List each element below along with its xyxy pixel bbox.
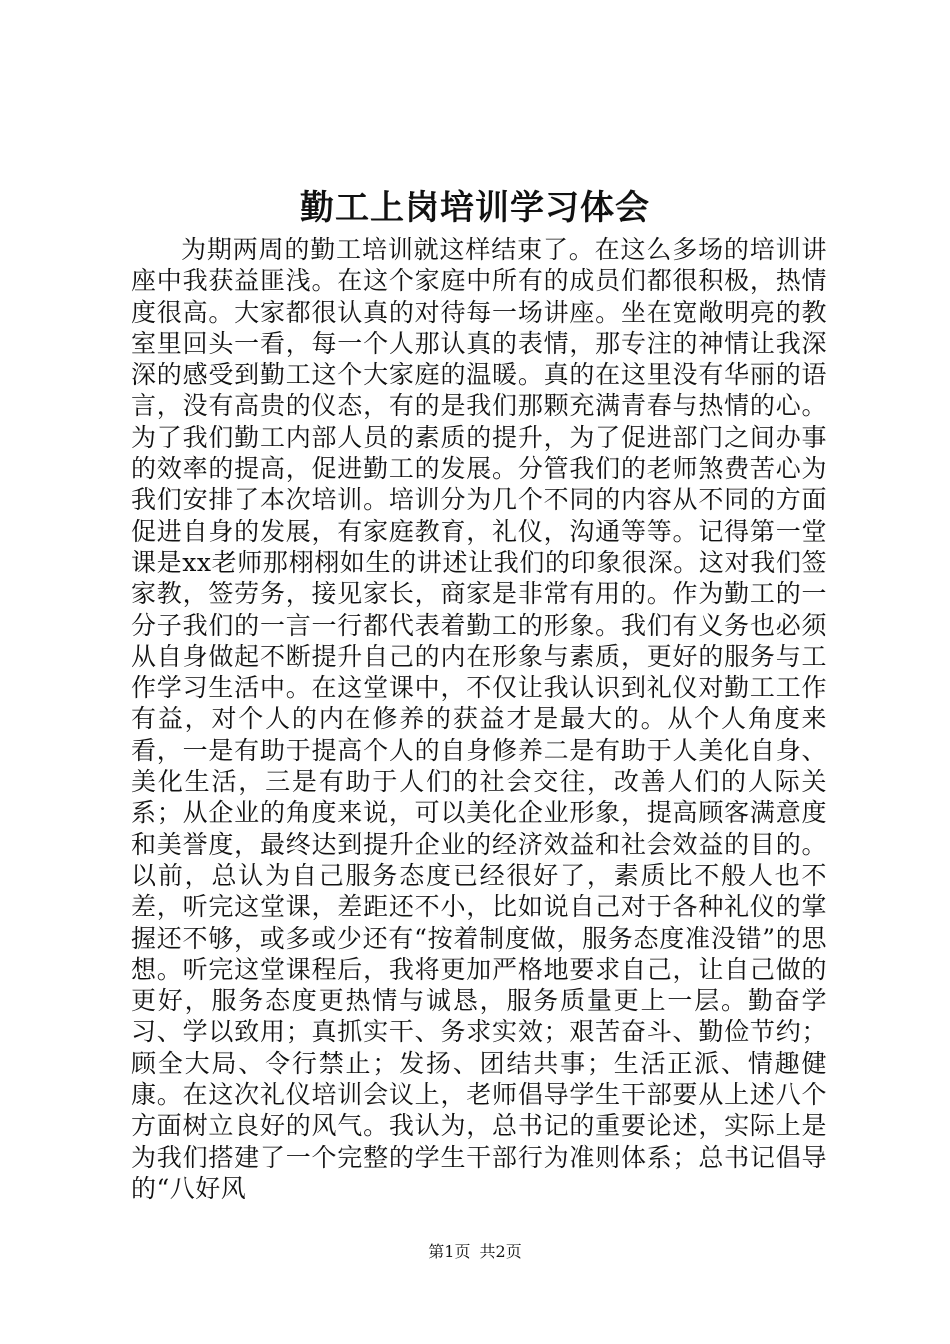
- current-page-label: 第1页: [428, 1242, 471, 1261]
- total-pages-label: 共2页: [479, 1242, 522, 1261]
- body-paragraph: 为期两周的勤工培训就这样结束了。在这么多场的培训讲座中我获益匪浅。在这个家庭中所有的成员们都很积极，热情度很高。大家都很认真的对待每一场讲座。坐在宽敞明亮的教室里回头一看，每一个人那认真的表情，那专注的神情让我深深的感受到勤工这个大家庭的温暖。真的在这里没有华丽的语言，没有高贵的仪态，有的是我们那颗充满青春与热情的心。为了我们勤工内部人员的素质的提升，为了促进部门之间办事的效率的提高，促进勤工的发展。分管我们的老师煞费苦心为我们安排了本次培训。培训分为几个不同的内容从不同的方面促进自身的发展，有家庭教育，礼仪，沟通等等。记得第一堂课是xx老师那栩栩如生的讲述让我们的印象很深。这对我们签家教，签劳务，接见家长，商家是非常有用的。作为勤工的一分子我们的一言一行都代表着勤工的形象。我们有义务也必须从自身做起不断提升自己的内在形象与素质，更好的服务与工作学习生活中。在这堂课中，不仅让我认识到礼仪对勤工工作有益，对个人的内在修养的获益才是最大的。从个人角度来看，一是有助于提高个人的自身修养二是有助于人美化自身、美化生活，三是有助于人们的社会交往，改善人们的人际关系；从企业的角度来说，可以美化企业形象，提高顾客满意度和美誉度，最终达到提升企业的经济效益和社会效益的目的。以前，总认为自己服务态度已经很好了，素质比不般人也不差，听完这堂课，差距还不小，比如说自己对于各种礼仪的掌握还不够，或多或少还有“按着制度做，服务态度准没错”的思想。听完这堂课程后，我将更加严格地要求自己，让自己做的更好，服务态度更热情与诚恳，服务质量更上一层。勤奋学习、学以致用；真抓实干、务求实效；艰苦奋斗、勤俭节约；顾全大局、令行禁止；发扬、团结共事；生活正派、情趣健康。在这次礼仪培训会议上，老师倡导学生干部要从上述八个方面树立良好的风气。我认为，总书记的重要论述，实际上是为我们搭建了一个完整的学生干部行为准则体系；总书记倡导的“八好风: [131, 235, 827, 1203]
- document-title: 勤工上岗培训学习体会: [300, 188, 650, 228]
- page-footer: [0, 1241, 950, 1263]
